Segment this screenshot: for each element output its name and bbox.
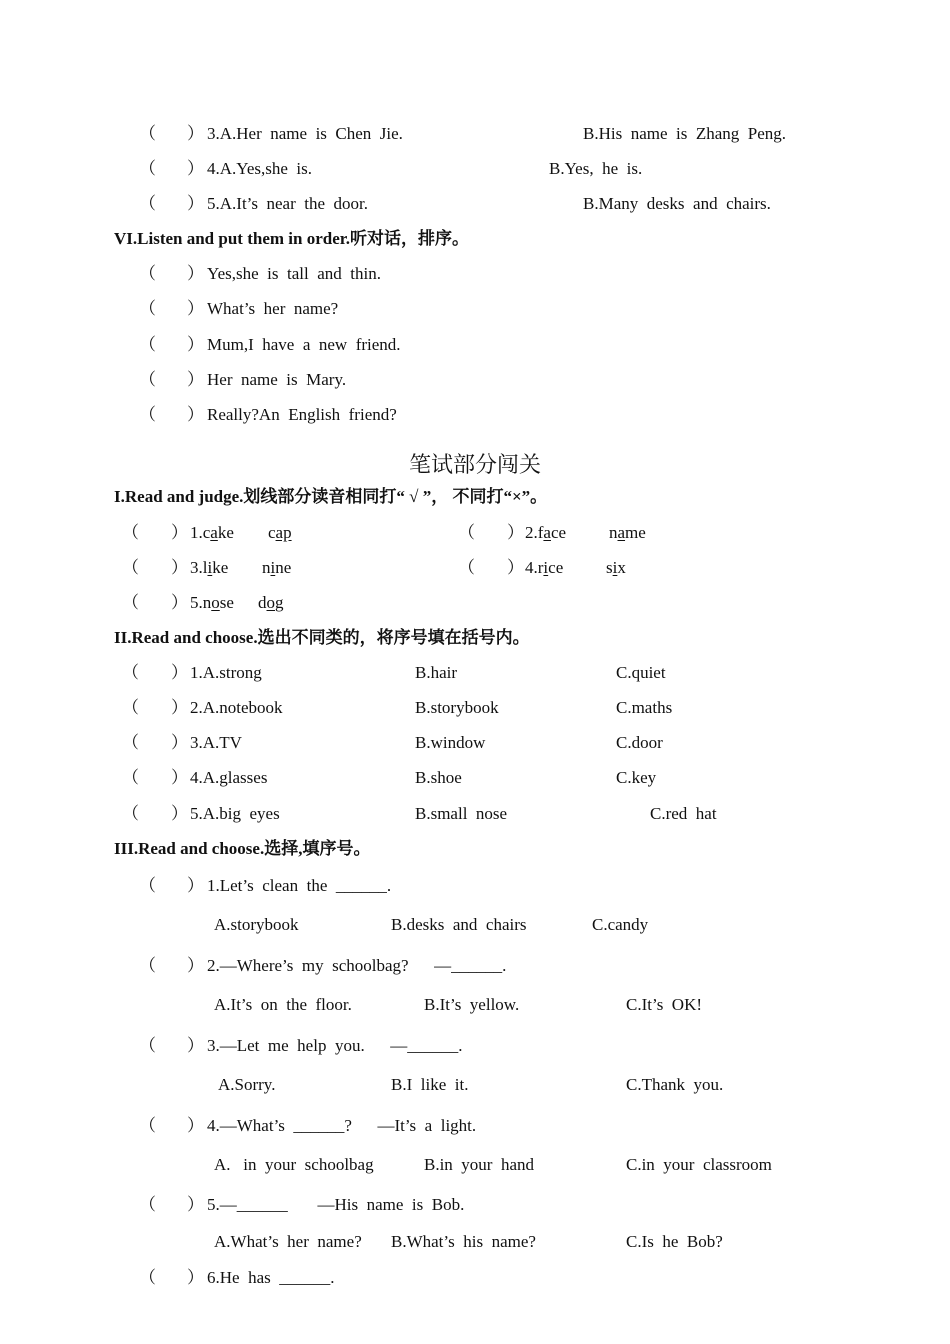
answer-paren-close: ） [187, 124, 204, 143]
option-a: A.Sorry. [218, 1075, 276, 1094]
question-text: 4.—What’s ______? —It’s a light. [207, 1116, 477, 1135]
option-a: A.What’s her name? [214, 1232, 362, 1251]
option-b: B.It’s yellow. [424, 995, 520, 1014]
answer-paren-close: ） [187, 1268, 204, 1287]
answer-paren-close: ） [171, 768, 188, 787]
answer-paren-open[interactable]: （ [122, 593, 139, 612]
answer-paren-open[interactable]: （ [139, 1195, 156, 1214]
option-c: C.Thank you. [626, 1075, 724, 1094]
option-c: C.key [616, 768, 657, 787]
section-i-heading: I.Read and judge.划线部分读音相同打“ √ ”， 不同打“×”。 [114, 487, 548, 506]
answer-paren-open[interactable]: （ [122, 558, 139, 577]
answer-paren-close: ） [187, 299, 204, 318]
option-b: B.What’s his name? [391, 1232, 536, 1251]
option-b: B.window [415, 733, 486, 752]
answer-paren-close: ） [187, 194, 204, 213]
answer-paren-close: ） [507, 558, 524, 577]
question-text: 2.—Where’s my schoolbag? —______. [207, 956, 507, 975]
answer-paren-close: ） [507, 523, 524, 542]
judge-word-1: 5.nose [190, 593, 234, 612]
section-iii-heading: III.Read and choose.选择,填序号。 [114, 839, 371, 858]
answer-paren-close: ） [187, 956, 204, 975]
answer-paren-open[interactable]: （ [122, 698, 139, 717]
option-a: A.storybook [214, 915, 299, 934]
option-a: 1.A.strong [190, 663, 262, 682]
answer-paren-open[interactable]: （ [139, 405, 156, 424]
option-a: 5.A.big eyes [190, 804, 280, 823]
option-b: B.Many desks and chairs. [583, 194, 771, 213]
option-c: C.maths [616, 698, 673, 717]
answer-paren-close: ） [171, 804, 188, 823]
option-a: 3.A.Her name is Chen Jie. [207, 124, 403, 143]
answer-paren-open[interactable]: （ [122, 768, 139, 787]
answer-paren-close: ） [187, 1195, 204, 1214]
answer-paren-open[interactable]: （ [139, 1116, 156, 1135]
section-ii-heading: II.Read and choose.选出不同类的，将序号填在括号内。 [114, 628, 530, 647]
answer-paren-open[interactable]: （ [139, 194, 156, 213]
option-c: C.It’s OK! [626, 995, 703, 1014]
order-text: Yes,she is tall and thin. [207, 264, 381, 283]
question-text: 3.—Let me help you. —______. [207, 1036, 463, 1055]
answer-paren-close: ） [187, 159, 204, 178]
judge-word-1: 2.face [525, 523, 567, 542]
answer-paren-close: ） [187, 876, 204, 895]
answer-paren-close: ） [171, 558, 188, 577]
answer-paren-open[interactable]: （ [139, 1036, 156, 1055]
answer-paren-open[interactable]: （ [122, 523, 139, 542]
option-b: B.storybook [415, 698, 499, 717]
option-b: B.His name is Zhang Peng. [583, 124, 787, 143]
answer-paren-close: ） [171, 593, 188, 612]
option-b: B.I like it. [391, 1075, 469, 1094]
written-section-title: 笔试部分闯关 [408, 452, 541, 477]
option-c: C.red hat [650, 804, 717, 823]
answer-paren-open[interactable]: （ [139, 370, 156, 389]
judge-word-1: 3.like [190, 558, 229, 577]
section-vi-heading: VI.Listen and put them in order.听对话，排序。 [114, 229, 469, 248]
option-a: A. in your schoolbag [214, 1155, 374, 1174]
judge-word-2: name [609, 523, 646, 542]
option-b: B.desks and chairs [391, 915, 527, 934]
judge-word-1: 1.cake [190, 523, 234, 542]
option-c: C.Is he Bob? [626, 1232, 723, 1251]
answer-paren-open[interactable]: （ [139, 335, 156, 354]
answer-paren-open[interactable]: （ [122, 663, 139, 682]
answer-paren-open[interactable]: （ [139, 159, 156, 178]
answer-paren-open[interactable]: （ [139, 264, 156, 283]
answer-paren-close: ） [187, 335, 204, 354]
judge-word-2: dog [258, 593, 284, 612]
answer-paren-open[interactable]: （ [139, 299, 156, 318]
judge-word-2: six [606, 558, 626, 577]
answer-paren-close: ） [171, 698, 188, 717]
option-c: C.quiet [616, 663, 666, 682]
question-text: 1.Let’s clean the ______. [207, 876, 392, 895]
order-text: What’s her name? [207, 299, 339, 318]
option-b: B.Yes, he is. [549, 159, 643, 178]
order-text: Mum,I have a new friend. [207, 335, 401, 354]
order-text: Really?An English friend? [207, 405, 397, 424]
answer-paren-close: ） [171, 523, 188, 542]
option-b: B.small nose [415, 804, 508, 823]
answer-paren-open[interactable]: （ [139, 956, 156, 975]
judge-word-2: nine [262, 558, 292, 577]
answer-paren-open[interactable]: （ [458, 523, 475, 542]
answer-paren-close: ） [187, 1116, 204, 1135]
option-a: 3.A.TV [190, 733, 242, 752]
answer-paren-open[interactable]: （ [122, 733, 139, 752]
option-c: C.candy [592, 915, 649, 934]
option-a: 4.A.glasses [190, 768, 268, 787]
answer-paren-open[interactable]: （ [122, 804, 139, 823]
option-a: A.It’s on the floor. [214, 995, 352, 1014]
answer-paren-open[interactable]: （ [139, 124, 156, 143]
option-c: C.door [616, 733, 663, 752]
answer-paren-close: ） [187, 370, 204, 389]
option-a: 4.A.Yes,she is. [207, 159, 313, 178]
answer-paren-open[interactable]: （ [139, 1268, 156, 1287]
answer-paren-close: ） [187, 1036, 204, 1055]
question-text: 6.He has ______. [207, 1268, 335, 1287]
judge-word-2: cap [268, 523, 292, 542]
option-c: C.in your classroom [626, 1155, 772, 1174]
option-b: B.hair [415, 663, 458, 682]
question-text: 5.—______ —His name is Bob. [207, 1195, 465, 1214]
judge-word-1: 4.rice [525, 558, 564, 577]
answer-paren-close: ） [187, 405, 204, 424]
option-b: B.shoe [415, 768, 462, 787]
option-a: 2.A.notebook [190, 698, 283, 717]
answer-paren-close: ） [171, 663, 188, 682]
option-a: 5.A.It’s near the door. [207, 194, 368, 213]
option-b: B.in your hand [424, 1155, 535, 1174]
answer-paren-open[interactable]: （ [139, 876, 156, 895]
answer-paren-close: ） [187, 264, 204, 283]
answer-paren-open[interactable]: （ [458, 558, 475, 577]
order-text: Her name is Mary. [207, 370, 347, 389]
answer-paren-close: ） [171, 733, 188, 752]
